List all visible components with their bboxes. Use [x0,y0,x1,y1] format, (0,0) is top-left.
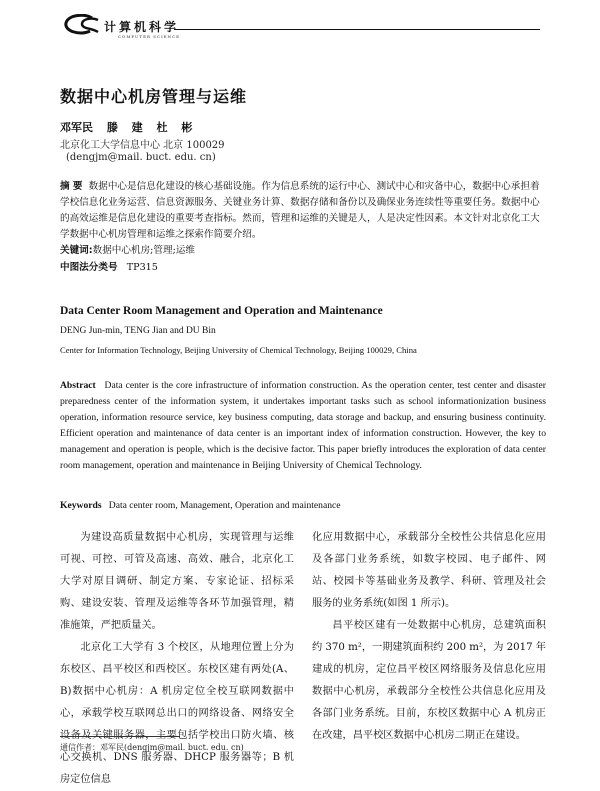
paper-title-cn: 数据中心机房管理与运维 [60,87,248,106]
classification-label: 中图法分类号 [60,262,118,273]
classification-code: TP315 [126,262,158,273]
abstract-cn-label: 摘 要 [60,181,83,192]
abstract-en [60,378,546,474]
abstract-en-text: Data center is the core infrastructure of information construction. As the operation center, test center and disaster preparedness center of the information system, it undertakes important tasks such as school informationization business operation, information resource service, key business computing, data storage and backup, and ensuring business continuity. Efficient operation and maintenance of data center is an important index of information construction. However, the key to management and operation is people, which is the decisive factor. This paper briefly introduces the exploration of data center room management, operation and maintenance in Beijing University of Chemical Technology. [60,380,546,471]
classification-cn [60,260,544,276]
journal-name: 计算机科学 [104,20,180,34]
body-paragraph: 北京化工大学有 3 个校区，从地理位置上分为东校区、昌平校区和西校区。东校区建有两处(A、B)数据中心机房：A 机房定位全校互联网数据中心，承载学校互联网总出口的网络设备、网络安全设备及关键服务器，主要包括学校出口防火墙、核心交换机、DNS 服务器、DHCP 服务器等；B 机房定位信息 [60,642,294,785]
authors-en: DENG Jun-min, TENG Jian and DU Bin [60,326,216,336]
body-column-right [312,527,546,747]
author-email: (dengjm@mail. buct. edu. cn) [66,152,216,163]
body-paragraph: 化应用数据中心，承载部分全校性公共信息化应用及各部门业务系统，如数字校园、电子邮件、网站、校园卡等基础业务及教学、科研、管理及社会服务的业务系统(如图 1 所示)。 [312,532,546,609]
paper-title-en: Data Center Room Management and Operation and Maintenance [60,305,383,317]
keywords-cn [60,243,544,259]
journal-logo-icon [62,14,100,36]
body-paragraph: 为建设高质量数据中心机房，实现管理与运维可视、可控、可管及高速、高效、融合，北京化工大学对原目调研、制定方案、专家论证、招标采购、建设安装、管理及运维等各环节加强管理，精准施策，严把质量关。 [60,532,294,631]
abstract-en-label: Abstract [60,380,96,391]
authors-cn: 邓军民 滕 建 杜 彬 [60,121,193,134]
header-rule [174,29,540,30]
journal-subtitle: COMPUTER SCIENCE [118,34,181,39]
affiliation-cn: 北京化工大学信息中心 北京 100029 [60,140,225,151]
footnote: 通信作者：邓军民(dengjm@mail. buct. edu. cn) [60,743,244,752]
keywords-en-text: Data center room, Management, Operation and maintenance [108,500,341,511]
footnote-rule [60,736,180,737]
body-paragraph: 昌平校区建有一处数据中心机房，总建筑面积约 370 m²，一期建筑面积约 200 m²，为 2017 年建成的机房，定位昌平校区网络服务及信息化应用数据中心机房，承载部分全校性公共信息化应用及各部门业务系统。目前，东校区数据中心 A 机房正在改建，昌平校区数据中心机房二期正在建设。 [312,620,546,741]
keywords-cn-label: 关键词: [60,245,93,256]
keywords-en-label: Keywords [60,500,102,511]
abstract-cn [60,179,544,243]
affiliation-en: Center for Information Technology, Beijing University of Chemical Technology, Beijing 100029, China [60,345,417,355]
keywords-cn-text: 数据中心机房;管理;运维 [92,245,196,256]
keywords-en [60,500,544,511]
abstract-cn-text: 数据中心是信息化建设的核心基础设施。作为信息系统的运行中心、测试中心和灾备中心，数据中心承担着学校信息化业务运营、信息资源服务、关键业务计算、数据存储和备份以及确保业务连续性等重要任务。数据中心的高效运维是信息化建设的重要考查指标。然而，管理和运维的关键是人，人是决定性因素。本文针对北京化工大学数据中心机房管理和运维之探索作简要介绍。 [60,181,540,240]
